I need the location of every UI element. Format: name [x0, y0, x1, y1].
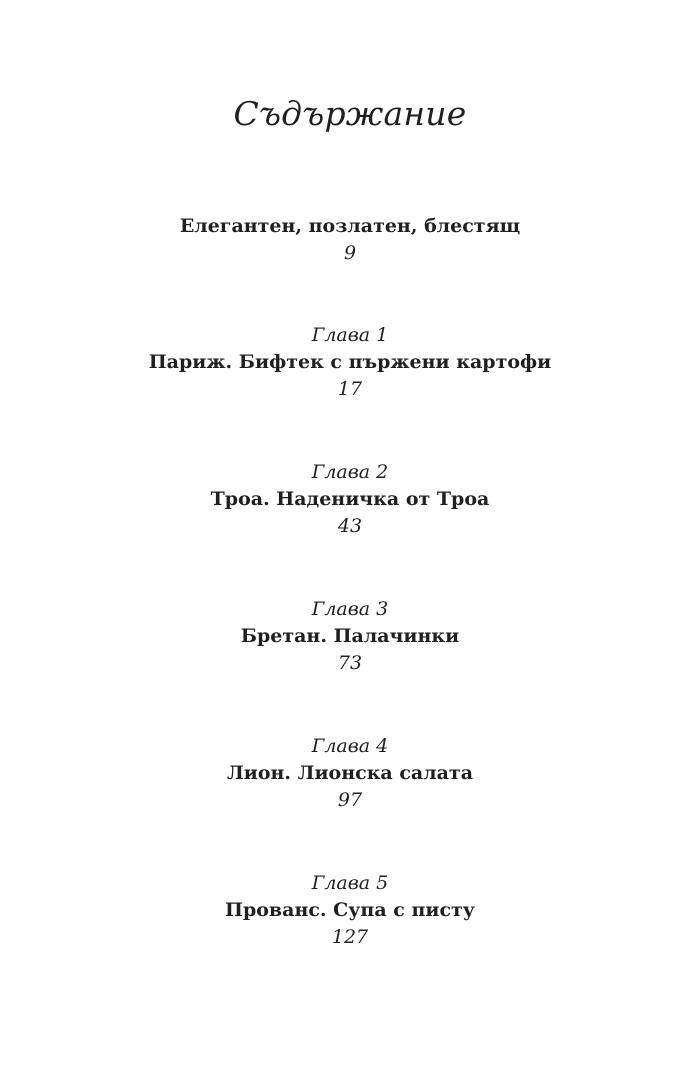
toc-entry-title: Прованс. Супа с писту — [225, 899, 475, 921]
page-title: Съдържание — [233, 94, 467, 133]
toc-entry-title: Париж. Бифтек с пържени картофи — [148, 351, 552, 373]
toc-page-number: 97 — [337, 789, 363, 811]
toc-page-number: 17 — [337, 378, 363, 400]
toc-entry-chapter-4[interactable] — [0, 733, 700, 814]
toc-page-number: 9 — [343, 242, 357, 264]
toc-entry-title: Троа. Наденичка от Троа — [210, 488, 490, 510]
toc-chapter-label: Глава 4 — [311, 735, 389, 757]
toc-page-number: 73 — [337, 652, 363, 674]
toc-entry-introduction[interactable] — [0, 213, 700, 267]
toc-chapter-label: Глава 3 — [311, 598, 389, 620]
toc-page-number: 127 — [331, 926, 369, 948]
toc-entry-title: Елегантен, позлатен, блестящ — [179, 215, 521, 237]
toc-entry-chapter-3[interactable] — [0, 596, 700, 677]
toc-entry-title: Лион. Лионска салата — [226, 762, 474, 784]
toc-entry-chapter-5[interactable] — [0, 870, 700, 951]
toc-page-number: 43 — [337, 515, 363, 537]
toc-entry-title: Бретан. Палачинки — [240, 625, 460, 647]
toc-chapter-label: Глава 5 — [311, 872, 389, 894]
toc-entry-chapter-1[interactable] — [0, 322, 700, 403]
toc-entry-chapter-2[interactable] — [0, 459, 700, 540]
toc-chapter-label: Глава 1 — [311, 324, 389, 346]
toc-chapter-label: Глава 2 — [311, 461, 389, 483]
